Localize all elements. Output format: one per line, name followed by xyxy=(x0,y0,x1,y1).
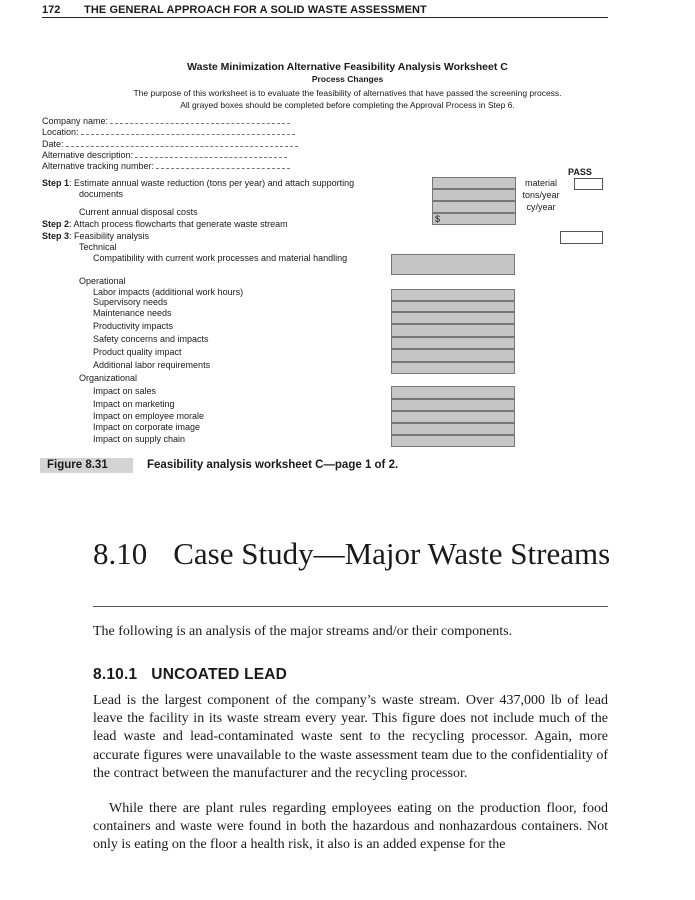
operational-item: Additional labor requirements xyxy=(93,360,211,370)
operational-input[interactable] xyxy=(391,301,515,312)
organizational-item: Impact on corporate image xyxy=(93,422,201,432)
organizational-input[interactable] xyxy=(391,411,515,423)
operational-item: Safety concerns and impacts xyxy=(93,334,209,344)
unit-material: material xyxy=(524,178,557,188)
field-line xyxy=(156,160,290,169)
operational-item: Product quality impact xyxy=(93,347,182,357)
operational-input[interactable] xyxy=(391,289,515,301)
field-label: Company name: xyxy=(42,116,109,126)
section-heading xyxy=(93,536,613,571)
section-number: 8.10 xyxy=(93,536,148,571)
field-label: Location: xyxy=(42,127,79,137)
field-label: Alternative description: xyxy=(42,150,134,160)
pass-label: PASS xyxy=(568,167,592,177)
step3-text: : Feasibility analysis xyxy=(69,231,150,241)
technical-item: Compatibility with current work processes and material handling xyxy=(93,253,348,263)
organizational-input[interactable] xyxy=(391,399,515,411)
section-rule xyxy=(93,606,608,607)
dollar-sign: $ xyxy=(435,214,441,224)
header-rule xyxy=(42,17,608,18)
step2-label: Step 2 xyxy=(42,219,70,229)
subsection-title: UNCOATED LEAD xyxy=(151,666,288,683)
operational-input[interactable] xyxy=(391,337,515,349)
step1-text-cont: documents xyxy=(79,189,124,199)
field-label: Date: xyxy=(42,139,64,149)
step2-text: : Attach process flowcharts that generate waste stream xyxy=(69,219,288,229)
step1-line xyxy=(42,178,354,189)
worksheet-subtitle: Process Changes xyxy=(311,74,384,84)
section-title: Case Study—Major Waste Streams xyxy=(173,536,611,571)
page-number: 172 xyxy=(42,4,61,16)
current-cost-label: Current annual disposal costs xyxy=(79,207,198,217)
field-line xyxy=(110,115,290,124)
field-location xyxy=(42,126,295,138)
operational-item: Labor impacts (additional work hours) xyxy=(93,287,244,297)
operational-input[interactable] xyxy=(391,324,515,337)
organizational-item: Impact on marketing xyxy=(93,399,175,409)
operational-item: Maintenance needs xyxy=(93,308,172,318)
step1-label: Step 1 xyxy=(42,178,70,188)
subsection-heading xyxy=(93,666,287,684)
waste-reduction-material-input[interactable] xyxy=(432,177,516,189)
pass-checkbox-step3[interactable] xyxy=(560,231,603,244)
operational-input[interactable] xyxy=(391,349,515,362)
section-intro: The following is an analysis of the major streams and/or their components. xyxy=(93,624,513,639)
organizational-input[interactable] xyxy=(391,386,515,399)
worksheet-purpose-line1: The purpose of this worksheet is to evaluate the feasibility of alternatives that have passed the screening process. xyxy=(133,88,562,98)
running-title: THE GENERAL APPROACH FOR A SOLID WASTE ASSESSMENT xyxy=(84,4,427,16)
field-line xyxy=(81,126,295,135)
step1-text: : Estimate annual waste reduction (tons per year) and attach supporting xyxy=(69,178,355,188)
worksheet-title: Waste Minimization Alternative Feasibility Analysis Worksheet C xyxy=(187,61,508,73)
pass-checkbox-step1[interactable] xyxy=(574,178,603,190)
unit-tons-per-year: tons/year xyxy=(522,190,560,200)
field-line xyxy=(135,149,287,158)
organizational-item: Impact on employee morale xyxy=(93,411,205,421)
organizational-item: Impact on supply chain xyxy=(93,434,186,444)
figure-label: Figure 8.31 xyxy=(47,459,108,471)
operational-input[interactable] xyxy=(391,312,515,324)
waste-reduction-tons-input[interactable] xyxy=(432,189,516,201)
disposal-cost-input[interactable] xyxy=(432,213,516,225)
operational-input[interactable] xyxy=(391,362,515,374)
subsection-number: 8.10.1 xyxy=(93,666,138,683)
figure-caption: Feasibility analysis worksheet C—page 1 of 2. xyxy=(147,459,399,471)
waste-reduction-cy-input[interactable] xyxy=(432,201,516,213)
worksheet-purpose-line2: All grayed boxes should be completed before completing the Approval Process in Step 6. xyxy=(180,100,515,110)
organizational-input[interactable] xyxy=(391,435,515,447)
figure-label-box xyxy=(40,458,133,473)
field-line xyxy=(66,138,298,147)
operational-item: Productivity impacts xyxy=(93,321,174,331)
organizational-heading: Organizational xyxy=(79,373,138,383)
step3-line xyxy=(42,231,149,242)
operational-heading: Operational xyxy=(79,276,126,286)
body-paragraph: While there are plant rules regarding employees eating on the production floor, food containers and waste were found in both the hazardous and nonhazardous containers. Not only is eating on the floor a health risk, it also is an added expense for the xyxy=(93,801,608,853)
unit-cy-per-year: cy/year xyxy=(526,202,556,212)
organizational-item: Impact on sales xyxy=(93,386,157,396)
organizational-input[interactable] xyxy=(391,423,515,435)
technical-heading: Technical xyxy=(79,242,117,252)
field-label: Alternative tracking number: xyxy=(42,161,155,171)
technical-input[interactable] xyxy=(391,254,515,275)
operational-item: Supervisory needs xyxy=(93,297,168,307)
field-alternative-tracking-number xyxy=(42,160,290,172)
step2-line xyxy=(42,219,288,230)
body-paragraph: Lead is the largest component of the company’s waste stream. Over 437,000 lb of lead leave the facility in its waste stream every year. This figure does not include much of the lead waste and lead-contaminated waste sent to the recycling processor. Again, more accurate figures were unavailable to the waste assessment team due to the confidentiality of the contract between the manufacturer and the recycling processor. xyxy=(93,693,608,781)
step3-label: Step 3 xyxy=(42,231,70,241)
